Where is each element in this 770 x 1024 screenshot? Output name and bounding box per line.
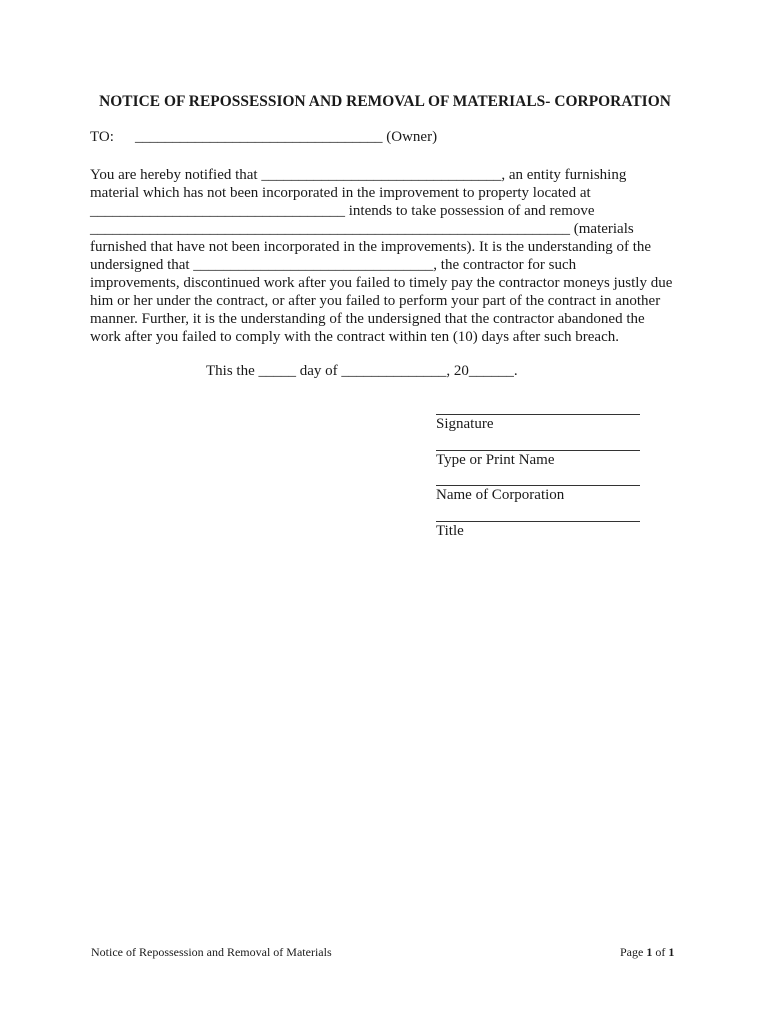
body-line-2: material which has not been incorporated in the improvement to property located at [90, 185, 591, 201]
signature-rule [436, 414, 640, 415]
corporation-name-rule [436, 485, 640, 486]
body-line-1: You are hereby notified that ________________________________, an entity furnishing [90, 167, 627, 183]
page-of: of [652, 945, 669, 959]
body-line-5: furnished that have not been incorporated in the improvements). It is the understanding of the [90, 239, 652, 255]
date-line: This the _____ day of ______________, 20______. [206, 363, 518, 379]
body-line-6: undersigned that ________________________________, the contractor for such [90, 257, 577, 273]
corporation-name-label: Name of Corporation [436, 487, 565, 503]
body-line-8: him or her under the contract, or after you failed to perform your part of the contract in another [90, 293, 661, 309]
print-name-rule [436, 450, 640, 451]
title-label: Title [436, 523, 464, 539]
page-total: 1 [668, 945, 675, 959]
body-line-7: improvements, discontinued work after you failed to timely pay the contractor moneys justly due [90, 275, 673, 291]
page-prefix: Page [620, 945, 647, 959]
body-line-4: ________________________________________________________________ (materials [90, 221, 634, 237]
body-line-9: manner. Further, it is the understanding of the undersigned that the contractor abandoned the [90, 311, 645, 327]
page-title: NOTICE OF REPOSSESSION AND REMOVAL OF MATERIALS- CORPORATION [99, 93, 671, 110]
body-line-3: __________________________________ intends to take possession of and remove [90, 203, 595, 219]
page-current: 1 [646, 945, 653, 959]
footer-page-number [620, 945, 674, 960]
body-line-10: work after you failed to comply with the contract within ten (10) days after such breach. [90, 329, 619, 345]
print-name-label: Type or Print Name [436, 452, 555, 468]
signature-label: Signature [436, 416, 494, 432]
footer-document-name: Notice of Repossession and Removal of Materials [91, 945, 332, 959]
owner-blank: _________________________________ (Owner) [135, 129, 438, 145]
title-rule [436, 521, 640, 522]
to-label: TO: [90, 129, 114, 145]
